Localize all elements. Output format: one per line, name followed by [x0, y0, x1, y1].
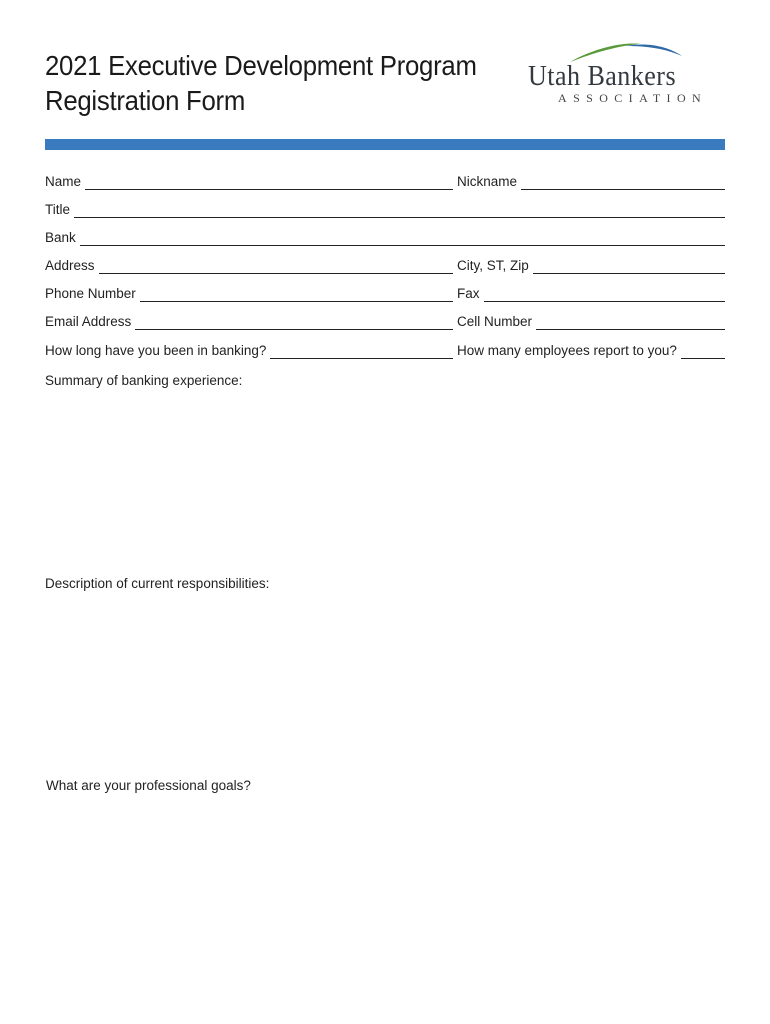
city-st-zip-label: City, ST, Zip: [457, 258, 529, 273]
years-banking-field[interactable]: [45, 341, 453, 359]
name-label: Name: [45, 174, 82, 189]
logo-wordmark: Utah Bankers: [528, 61, 677, 92]
title-line-2: Registration Form: [45, 85, 246, 116]
title-label: Title: [45, 202, 71, 217]
responsibilities-area[interactable]: [45, 595, 725, 765]
cell-input-line[interactable]: [536, 329, 725, 330]
employees-field[interactable]: [457, 341, 725, 359]
email-input-line[interactable]: [135, 329, 453, 330]
phone-field[interactable]: [45, 284, 453, 302]
email-label: Email Address: [45, 314, 132, 329]
cell-field[interactable]: [457, 312, 725, 330]
address-input-line[interactable]: [99, 273, 453, 274]
employees-input-line[interactable]: [681, 358, 725, 359]
name-input-line[interactable]: [85, 189, 453, 190]
phone-input-line[interactable]: [140, 301, 453, 302]
email-field[interactable]: [45, 312, 453, 330]
fax-input-line[interactable]: [484, 301, 725, 302]
employees-label: How many employees report to you?: [457, 343, 677, 358]
logo-subtitle: ASSOCIATION: [558, 91, 708, 105]
phone-label: Phone Number: [45, 286, 136, 301]
summary-experience-area[interactable]: [45, 392, 725, 562]
nickname-field[interactable]: [457, 172, 725, 190]
professional-goals-label: What are your professional goals?: [46, 778, 251, 793]
city-st-zip-input-line[interactable]: [533, 273, 725, 274]
years-banking-label: How long have you been in banking?: [45, 343, 267, 358]
bank-label: Bank: [45, 230, 76, 245]
fax-field[interactable]: [457, 284, 725, 302]
nickname-input-line[interactable]: [521, 189, 725, 190]
header-divider-bar: [45, 139, 725, 150]
fax-label: Fax: [457, 286, 480, 301]
title-input-line[interactable]: [74, 217, 725, 218]
address-label: Address: [45, 258, 95, 273]
title-line-1: 2021 Executive Development Program: [45, 50, 477, 81]
page-title: [45, 48, 477, 118]
address-field[interactable]: [45, 256, 453, 274]
title-field[interactable]: [45, 200, 725, 218]
professional-goals-area[interactable]: [45, 797, 725, 997]
name-field[interactable]: [45, 172, 453, 190]
bank-field[interactable]: [45, 228, 725, 246]
responsibilities-label: Description of current responsibilities:: [45, 576, 270, 591]
summary-experience-label: Summary of banking experience:: [45, 373, 243, 388]
utah-bankers-association-logo: [528, 42, 728, 106]
cell-label: Cell Number: [457, 314, 533, 329]
bank-input-line[interactable]: [80, 245, 725, 246]
years-banking-input-line[interactable]: [270, 358, 453, 359]
nickname-label: Nickname: [457, 174, 518, 189]
city-st-zip-field[interactable]: [457, 256, 725, 274]
